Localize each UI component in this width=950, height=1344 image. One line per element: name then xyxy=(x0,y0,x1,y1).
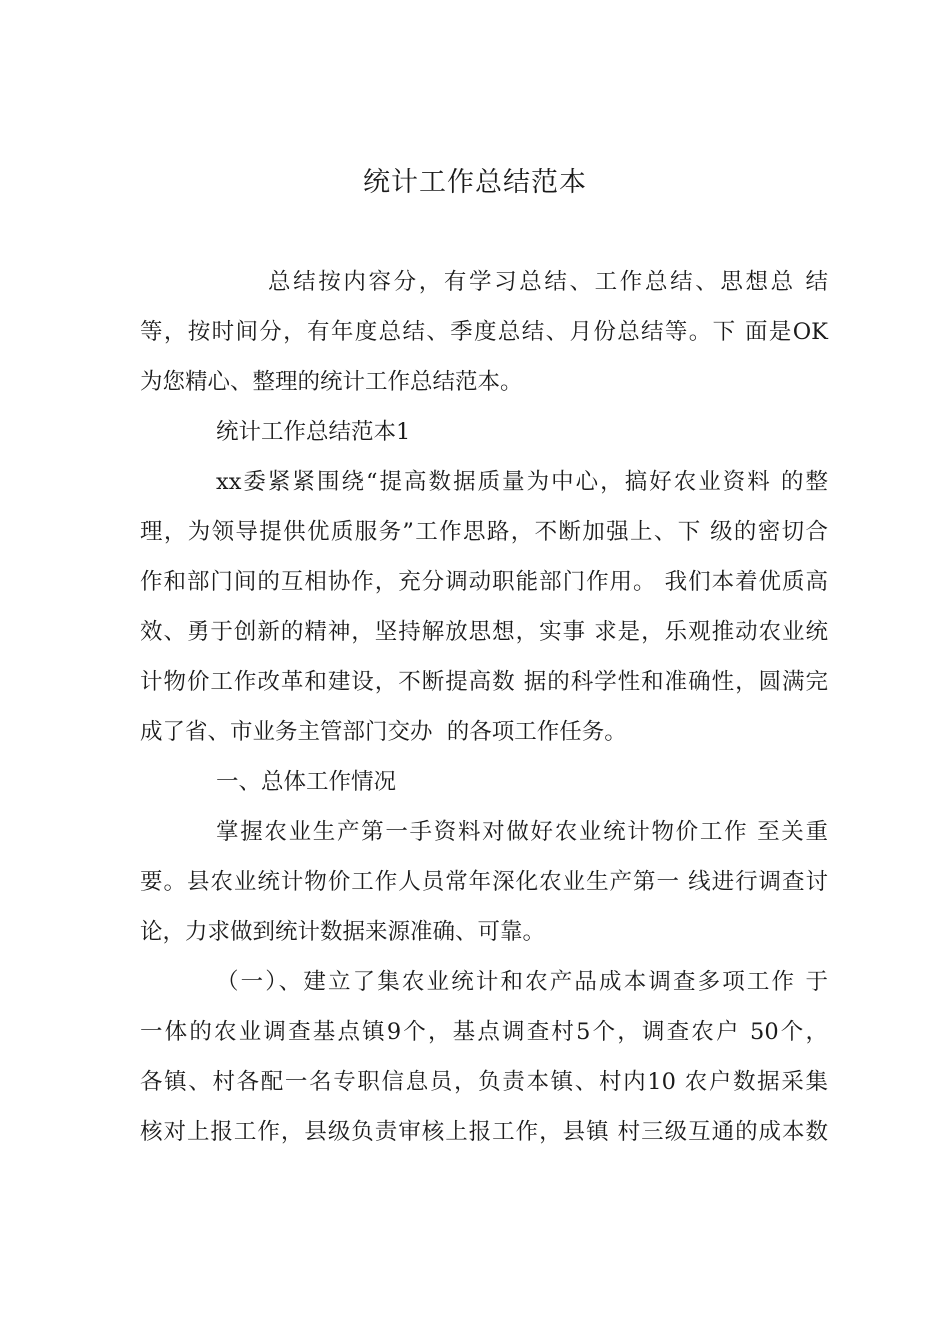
body-text-line: （一）、建立了集农业统计和农产品成本调查多项工作 于 xyxy=(216,969,828,995)
body-text-line: 一、总体工作情况 xyxy=(216,769,397,795)
body-text-line: xx委紧紧围绕“提高数据质量为中心，搞好农业资料 的整 xyxy=(216,469,828,495)
body-text-line: 理，为领导提供优质服务”工作思路，不断加强上、下 级的密切合 xyxy=(140,519,828,545)
document-title: 统计工作总结范本 xyxy=(363,167,587,198)
body-text-line: 统计工作总结范本1 xyxy=(216,419,411,445)
body-text-line: 各镇、村各配一名专职信息员，负责本镇、村内10 农户数据采集 xyxy=(140,1069,828,1095)
body-text-line: 作和部门间的互相协作，充分调动职能部门作用。 我们本着优质高 xyxy=(140,569,828,595)
body-text-line: 论，力求做到统计数据来源准确、可靠。 xyxy=(140,919,546,945)
body-text-line: 一体的农业调查基点镇9个，基点调查村5个，调查农户 50个， xyxy=(140,1019,828,1045)
body-text-line: 效、勇于创新的精神，坚持解放思想，实事 求是，乐观推动农业统 xyxy=(140,619,828,645)
body-text-line: 等，按时间分，有年度总结、季度总结、月份总结等。下 面是OK xyxy=(140,319,828,345)
body-text-line: 成了省、市业务主管部门交办 的各项工作任务。 xyxy=(140,719,627,745)
body-text-line: 掌握农业生产第一手资料对做好农业统计物价工作 至关重 xyxy=(216,819,828,845)
body-text-line: 要。县农业统计物价工作人员常年深化农业生产第一 线进行调查讨 xyxy=(140,869,828,895)
body-text-line: 计物价工作改革和建设，不断提高数 据的科学性和准确性，圆满完 xyxy=(140,669,828,695)
body-text-line: 核对上报工作，县级负责审核上报工作，县镇 村三级互通的成本数 xyxy=(140,1119,828,1145)
body-text-line: 为您精心、整理的统计工作总结范本。 xyxy=(140,369,523,395)
body-text-line: 总结按内容分，有学习总结、工作总结、思想总 结 xyxy=(268,269,828,295)
